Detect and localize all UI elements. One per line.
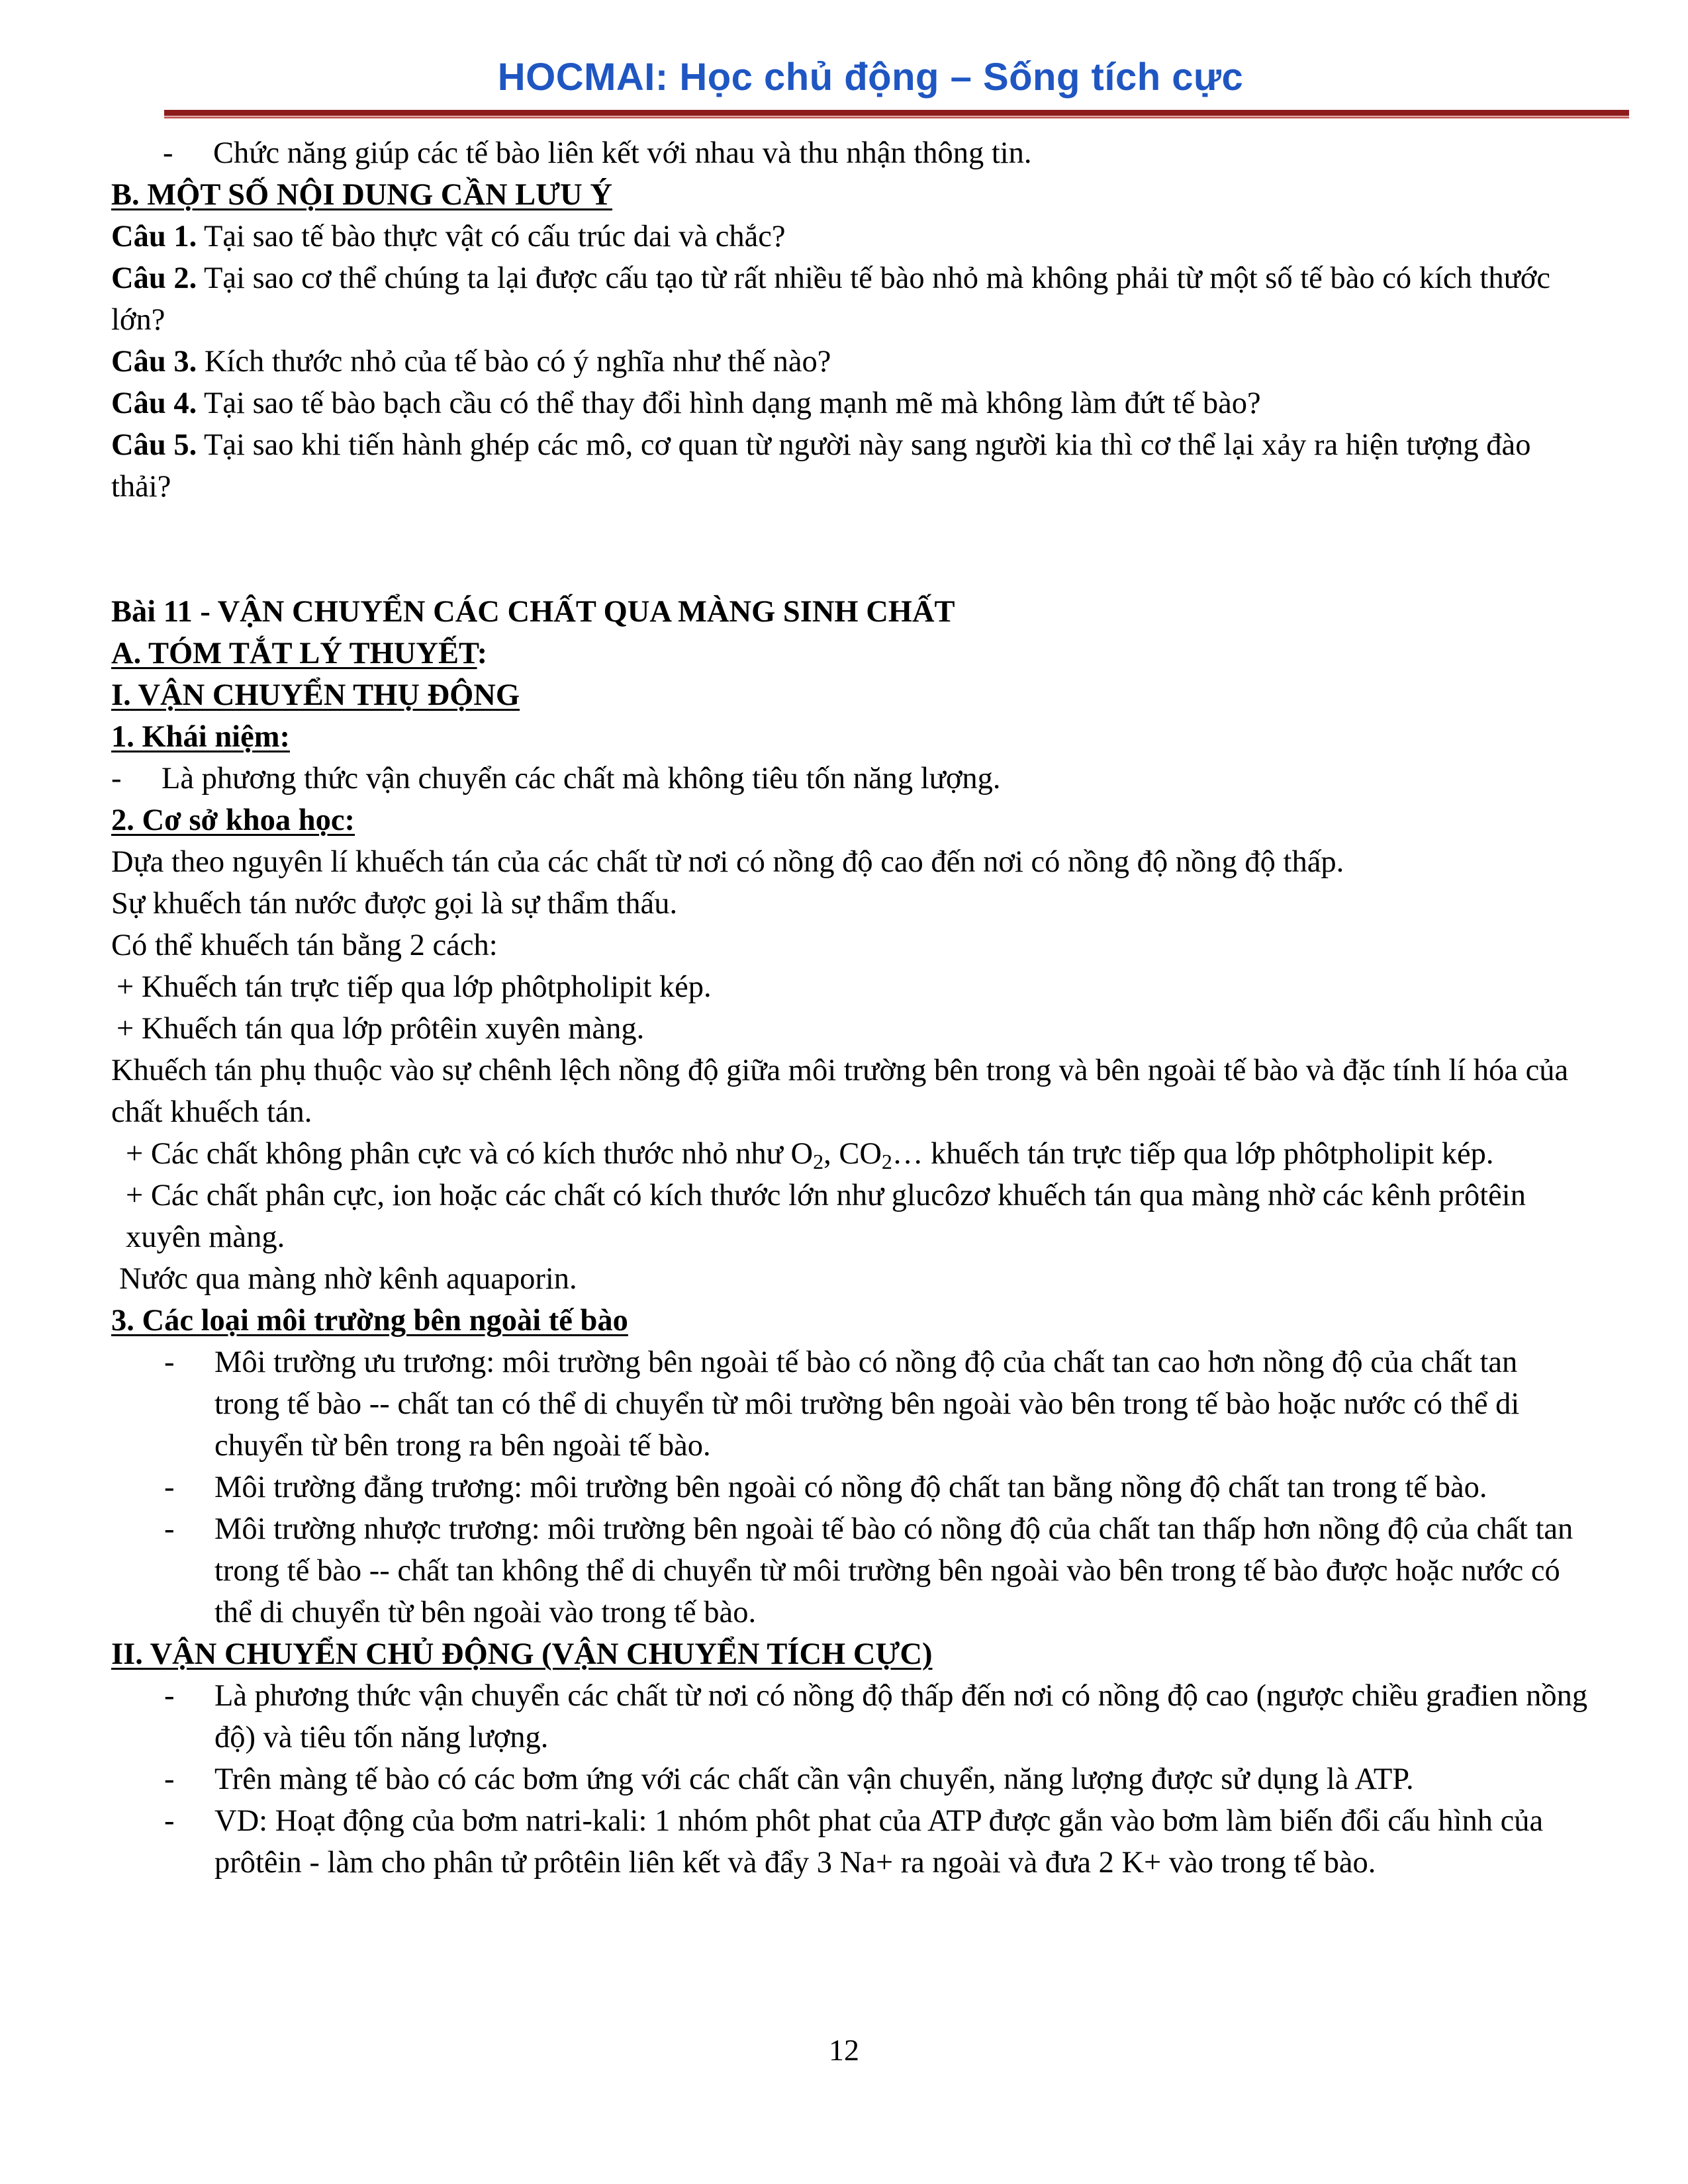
bullet-dash: - [163,136,173,170]
list-item-text: Là phương thức vận chuyển các chất từ nơi có nồng độ thấp đến nơi có nồng độ cao (ngược chiều građien nồng độ) và tiêu tốn năng lượng. [214,1679,1588,1754]
section-a-colon: : [477,637,488,670]
text-run: , CO [823,1137,882,1171]
question-label: Câu 5. [111,428,197,462]
bullet-dash: - [164,1762,175,1796]
list-item [111,1508,1589,1633]
lesson-title: Bài 11 - VẬN CHUYỂN CÁC CHẤT QUA MÀNG SINH CHẤT [111,595,955,629]
question-label: Câu 1. [111,220,197,253]
list-item [111,1675,1589,1758]
list-item-text: Là phương thức vận chuyển các chất mà không tiêu tốn năng lượng. [162,762,1001,796]
subscript: 2 [813,1150,824,1173]
question-label: Câu 2. [111,261,197,295]
paragraph: Nước qua màng nhờ kênh aquaporin. [119,1262,577,1296]
paragraph: Sự khuếch tán nước được gọi là sự thẩm thấu. [111,887,678,921]
question-5 [111,424,1589,508]
question-1 [111,216,1589,257]
text-run: … khuếch tán trực tiếp qua lớp phôtpholipit kép. [892,1137,1494,1171]
list-item-text: Môi trường nhược trương: môi trường bên ngoài tế bào có nồng độ của chất tan thấp hơn nồng độ của chất tan trong tế bào -- chất tan không thể di chuyển từ môi trường bên ngoài vào bên trong tế bào được hoặc nước có thể di chuyển từ bên ngoài vào trong tế bào. [214,1512,1573,1629]
spacer [111,508,1589,591]
sub2-heading: 2. Cơ sở khoa học: [111,803,355,837]
list-item-text: Trên màng tế bào có các bơm ứng với các chất cần vận chuyển, năng lượng được sử dụng là ATP. [214,1762,1414,1796]
header-rule [164,110,1629,116]
question-text: Kích thước nhỏ của tế bào có ý nghĩa như thế nào? [197,345,831,379]
bullet-dash: - [164,1679,175,1713]
subscript: 2 [881,1150,892,1173]
part1-heading: I. VẬN CHUYỂN THỤ ĐỘNG [111,678,520,712]
bullet-dash: - [111,762,122,796]
paragraph-with-formula [111,1133,1589,1175]
question-text: Tại sao tế bào bạch cầu có thể thay đổi hình dạng mạnh mẽ mà không làm đứt tế bào? [197,387,1261,420]
paragraph: Khuếch tán phụ thuộc vào sự chênh lệch nồng độ giữa môi trường bên trong và bên ngoài tế bào và đặc tính lí hóa của chất khuếch tán. [111,1054,1569,1129]
question-3 [111,341,1589,383]
paragraph: Dựa theo nguyên lí khuếch tán của các chất từ nơi có nồng độ cao đến nơi có nồng độ nồng độ thấp. [111,845,1344,879]
list-item-text: VD: Hoạt động của bơm natri-kali: 1 nhóm phôt phat của ATP được gắn vào bơm làm biến đổi cấu hình của prôtêin - làm cho phân tử prôtêin liên kết và đẩy 3 Na+ ra ngoài và đưa 2 K+ vào trong tế bào. [214,1804,1544,1880]
text-run: + Các chất không phân cực và có kích thước nhỏ như O [126,1137,814,1171]
sub3-heading: 3. Các loại môi trường bên ngoài tế bào [111,1304,628,1338]
bullet-dash: - [164,1804,175,1838]
section-a-title: A. TÓM TẮT LÝ THUYẾT [111,637,477,670]
bullet-dash: - [164,1345,175,1379]
paragraph: Có thể khuếch tán bằng 2 cách: [111,929,498,962]
part2-heading: II. VẬN CHUYỂN CHỦ ĐỘNG (VẬN CHUYỂN TÍCH CỰC) [111,1637,933,1671]
list-item [111,1467,1589,1508]
section-b-heading: B. MỘT SỐ NỘI DUNG CẦN LƯU Ý [111,178,612,212]
list-item-text: Môi trường ưu trương: môi trường bên ngoài tế bào có nồng độ của chất tan cao hơn nồng độ của chất tan trong tế bào -- chất tan có thể di chuyển từ môi trường bên ngoài vào bên trong tế bào hoặc nước có thể di chuyển từ bên trong ra bên ngoài tế bào. [214,1345,1520,1463]
header-rule-thin [164,116,1629,118]
question-text: Tại sao khi tiến hành ghép các mô, cơ quan từ người này sang người kia thì cơ thể lại xảy ra hiện tượng đào thải? [111,428,1531,504]
header-title: HOCMAI: Học chủ động – Sống tích cực [497,56,1244,99]
list-item [111,1342,1589,1467]
list-item [111,1758,1589,1800]
document-body [111,132,1589,1884]
list-item [111,758,1589,799]
bullet-dash: - [164,1512,175,1546]
question-2 [111,257,1589,341]
sub1-heading: 1. Khái niệm: [111,720,290,754]
question-4 [111,383,1589,424]
list-item [111,132,1589,174]
question-label: Câu 4. [111,387,197,420]
list-item-text: Môi trường đẳng trương: môi trường bên ngoài có nồng độ chất tan bằng nồng độ chất tan trong tế bào. [214,1471,1487,1504]
question-text: Tại sao cơ thể chúng ta lại được cấu tạo từ rất nhiều tế bào nhỏ mà không phải từ một số tế bào có kích thước lớn? [111,261,1550,337]
list-item-text: Chức năng giúp các tế bào liên kết với nhau và thu nhận thông tin. [213,136,1032,170]
paragraph: + Khuếch tán qua lớp prôtêin xuyên màng. [117,1012,645,1046]
question-label: Câu 3. [111,345,197,379]
page-number: 12 [829,2033,859,2067]
list-item [111,1800,1589,1884]
paragraph: + Các chất phân cực, ion hoặc các chất có kích thước lớn như glucôzơ khuếch tán qua màng nhờ các kênh prôtêin xuyên màng. [126,1179,1526,1254]
question-text: Tại sao tế bào thực vật có cấu trúc dai và chắc? [197,220,786,253]
section-a-heading [111,633,1589,674]
bullet-dash: - [164,1471,175,1504]
paragraph: + Khuếch tán trực tiếp qua lớp phôtpholipit kép. [117,970,712,1004]
